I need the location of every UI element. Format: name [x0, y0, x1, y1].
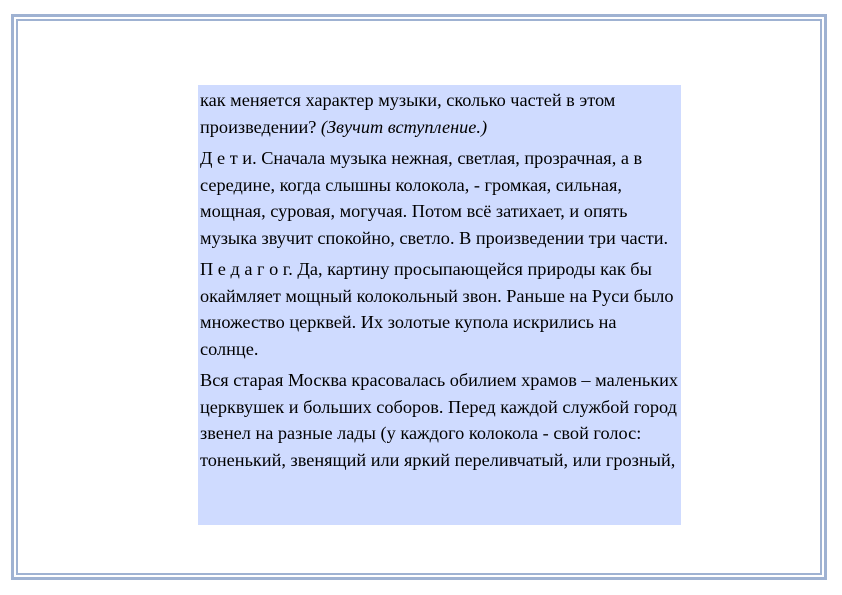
paragraph-teacher: П е д а г о г. Да, картину просыпающейся природы как бы окаймляет мощный колокольный звон. Раньше на Руси было множество церквей. Их золотые купола искрились на солнце. — [200, 259, 674, 359]
paragraph-moscow: Вся старая Москва красовалась обилием храмов – маленьких церквушек и больших соборов. Перед каждой службой город звенел на разные лады (у каждого колокола - свой голос: тоненький, звенящий или яркий переливчатый, или грозный, — [200, 370, 679, 470]
paragraph-intro — [200, 87, 679, 140]
paragraph-children: Д е т и. Сначала музыка нежная, светлая, прозрачная, а в середине, когда слышны колокола, - громкая, сильная, мощная, суровая, могучая. Потом всё затихает, и опять музыка звучит спокойно, светло. В произведении три части. — [200, 148, 669, 248]
paragraph-intro-text: как меняется характер музыки, сколько частей в этом произведении? — [200, 90, 616, 137]
text-block — [198, 85, 681, 525]
paragraph-intro-italic: (Звучит вступление.) — [320, 116, 488, 137]
